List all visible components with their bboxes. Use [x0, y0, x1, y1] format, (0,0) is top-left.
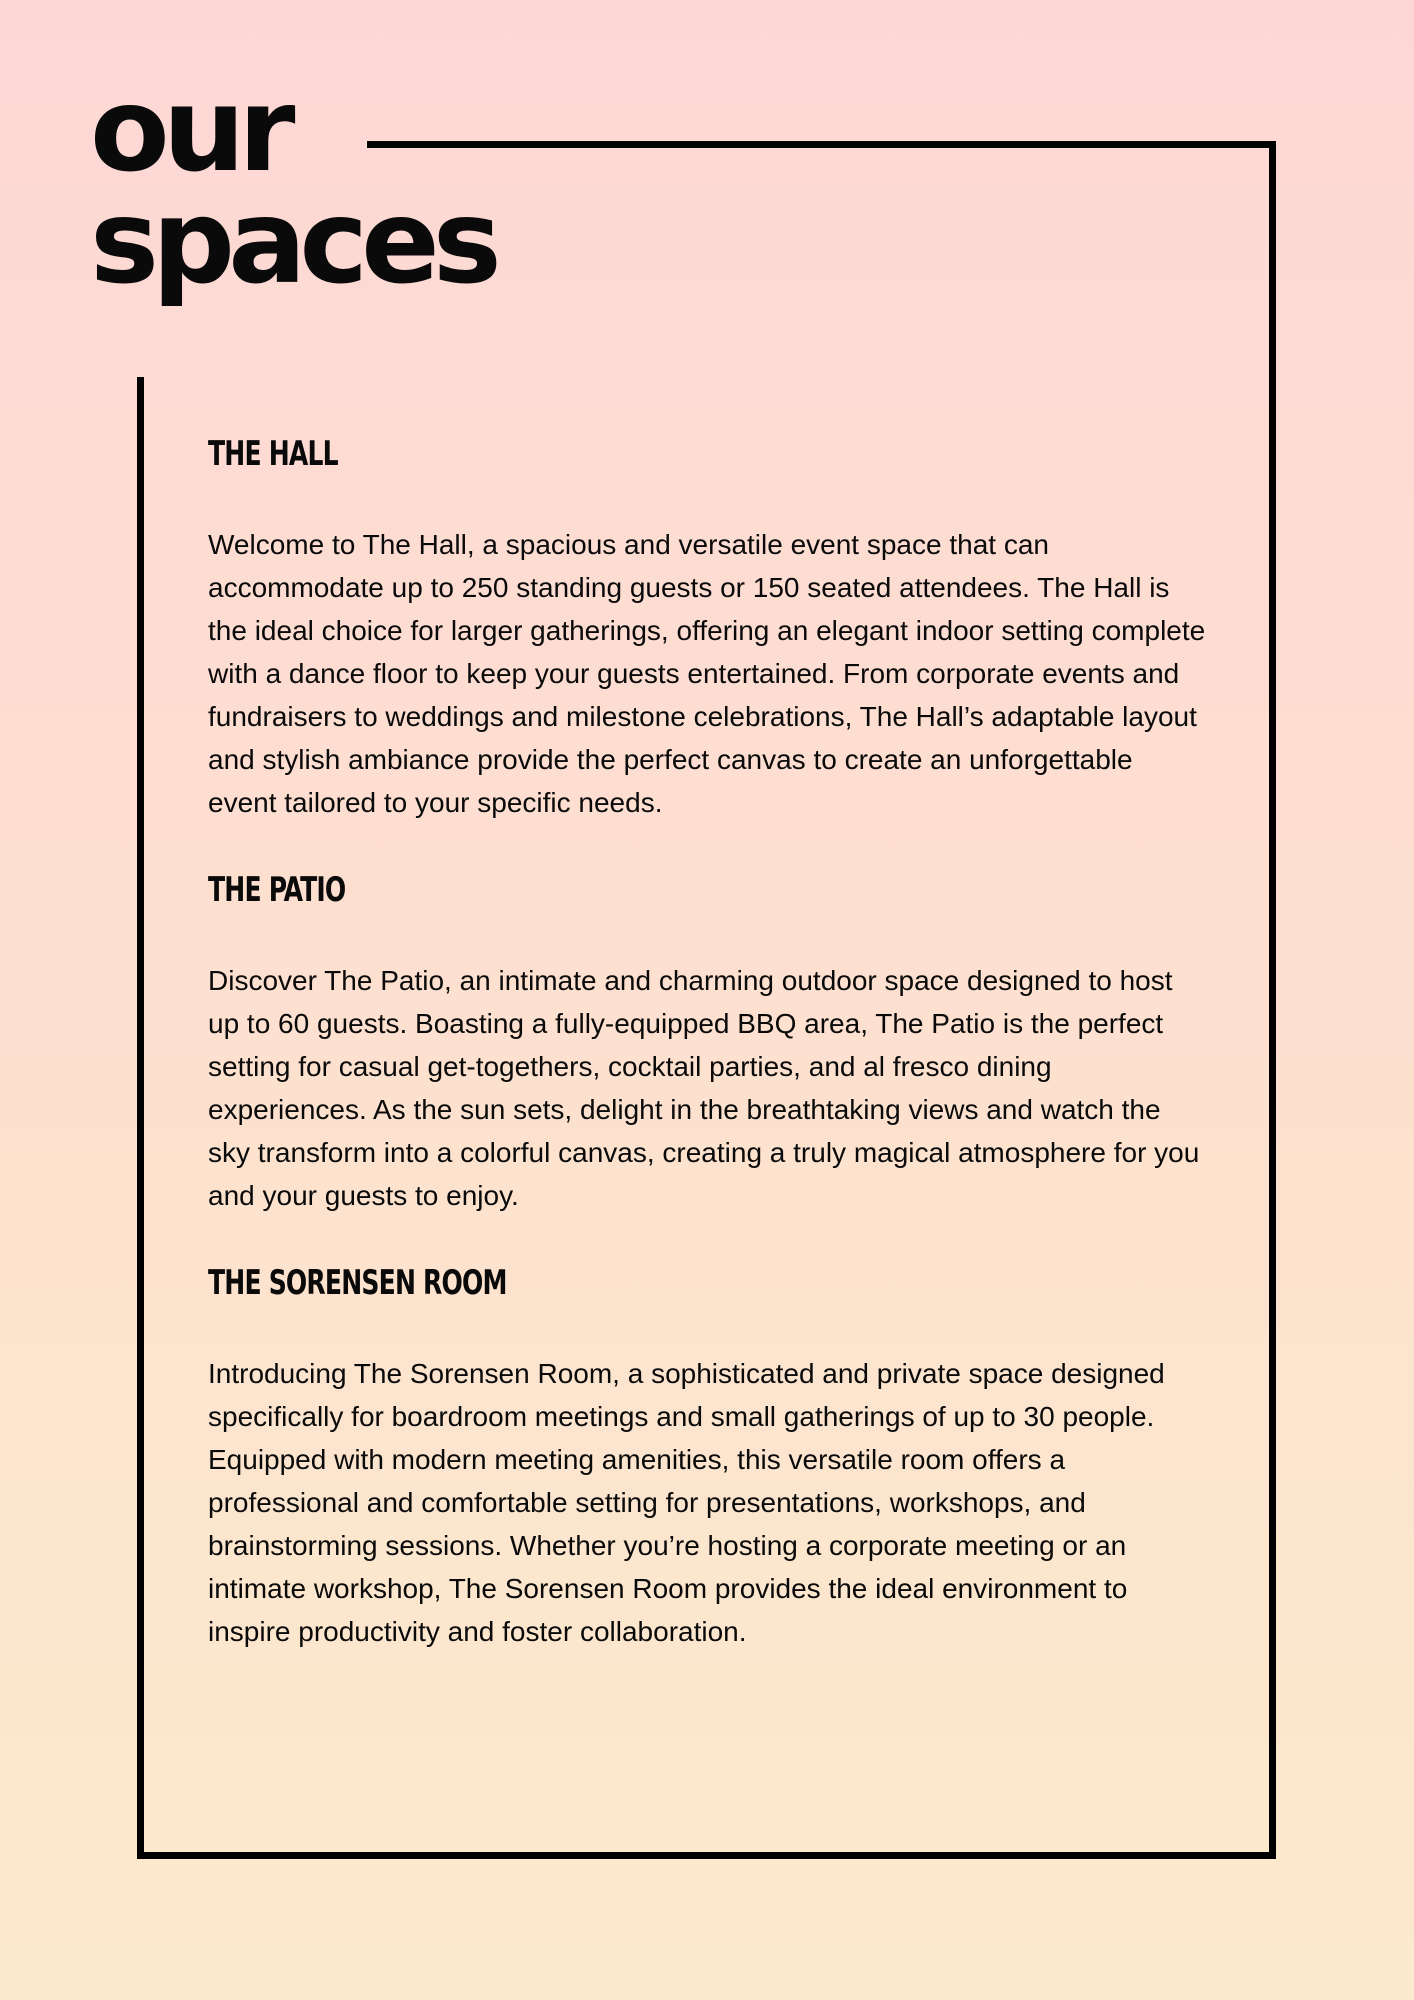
frame-left-line	[137, 377, 144, 1859]
section-body: Welcome to The Hall, a spacious and versatile event space that can accommodate up to 250 standing guests or 150 seated attendees. The Hall is the ideal choice for larger gatherings, offering an elegant indoor setting complete with a dance floor to keep your guests entertained. From corporate events and fundraisers to weddings and milestone celebrations, The Hall’s adaptable layout and stylish ambiance provide the perfect canvas to create an unforgettable event tailored to your specific needs.	[208, 529, 1206, 818]
page-title-line-2: spaces	[90, 175, 495, 310]
frame-bottom-line	[137, 1852, 1276, 1859]
frame-right-line	[1269, 141, 1276, 1859]
frame-top-line	[367, 141, 1275, 148]
section-heading: THE HALL	[208, 434, 338, 474]
section-heading: THE PATIO	[208, 870, 346, 910]
section-body: Introducing The Sorensen Room, a sophisticated and private space designed specifically for boardroom meetings and small gatherings of up to 30 people. Equipped with modern meeting amenities, this versatile room offers a professional and comfortable setting for presentations, workshops, and brainstorming sessions. Whether you’re hosting a corporate meeting or an intimate workshop, The Sorensen Room provides the ideal environment to inspire productivity and foster collaboration.	[208, 1358, 1165, 1647]
section-body: Discover The Patio, an intimate and charming outdoor space designed to host up to 60 guests. Boasting a fully-equipped BBQ area, The Patio is the perfect setting for casual get-togethers, cocktail parties, and al fresco dining experiences. As the sun sets, delight in the breathtaking views and watch the sky transform into a colorful canvas, creating a truly magical atmosphere for you and your guests to enjoy.	[208, 965, 1200, 1211]
section-the-patio	[208, 866, 1208, 1217]
section-heading: THE SORENSEN ROOM	[208, 1263, 507, 1303]
spaces-content	[208, 430, 1208, 1653]
page-title-line-1: our	[90, 63, 289, 198]
section-the-sorensen-room	[208, 1259, 1208, 1653]
page-title	[90, 63, 495, 310]
section-the-hall	[208, 430, 1208, 824]
